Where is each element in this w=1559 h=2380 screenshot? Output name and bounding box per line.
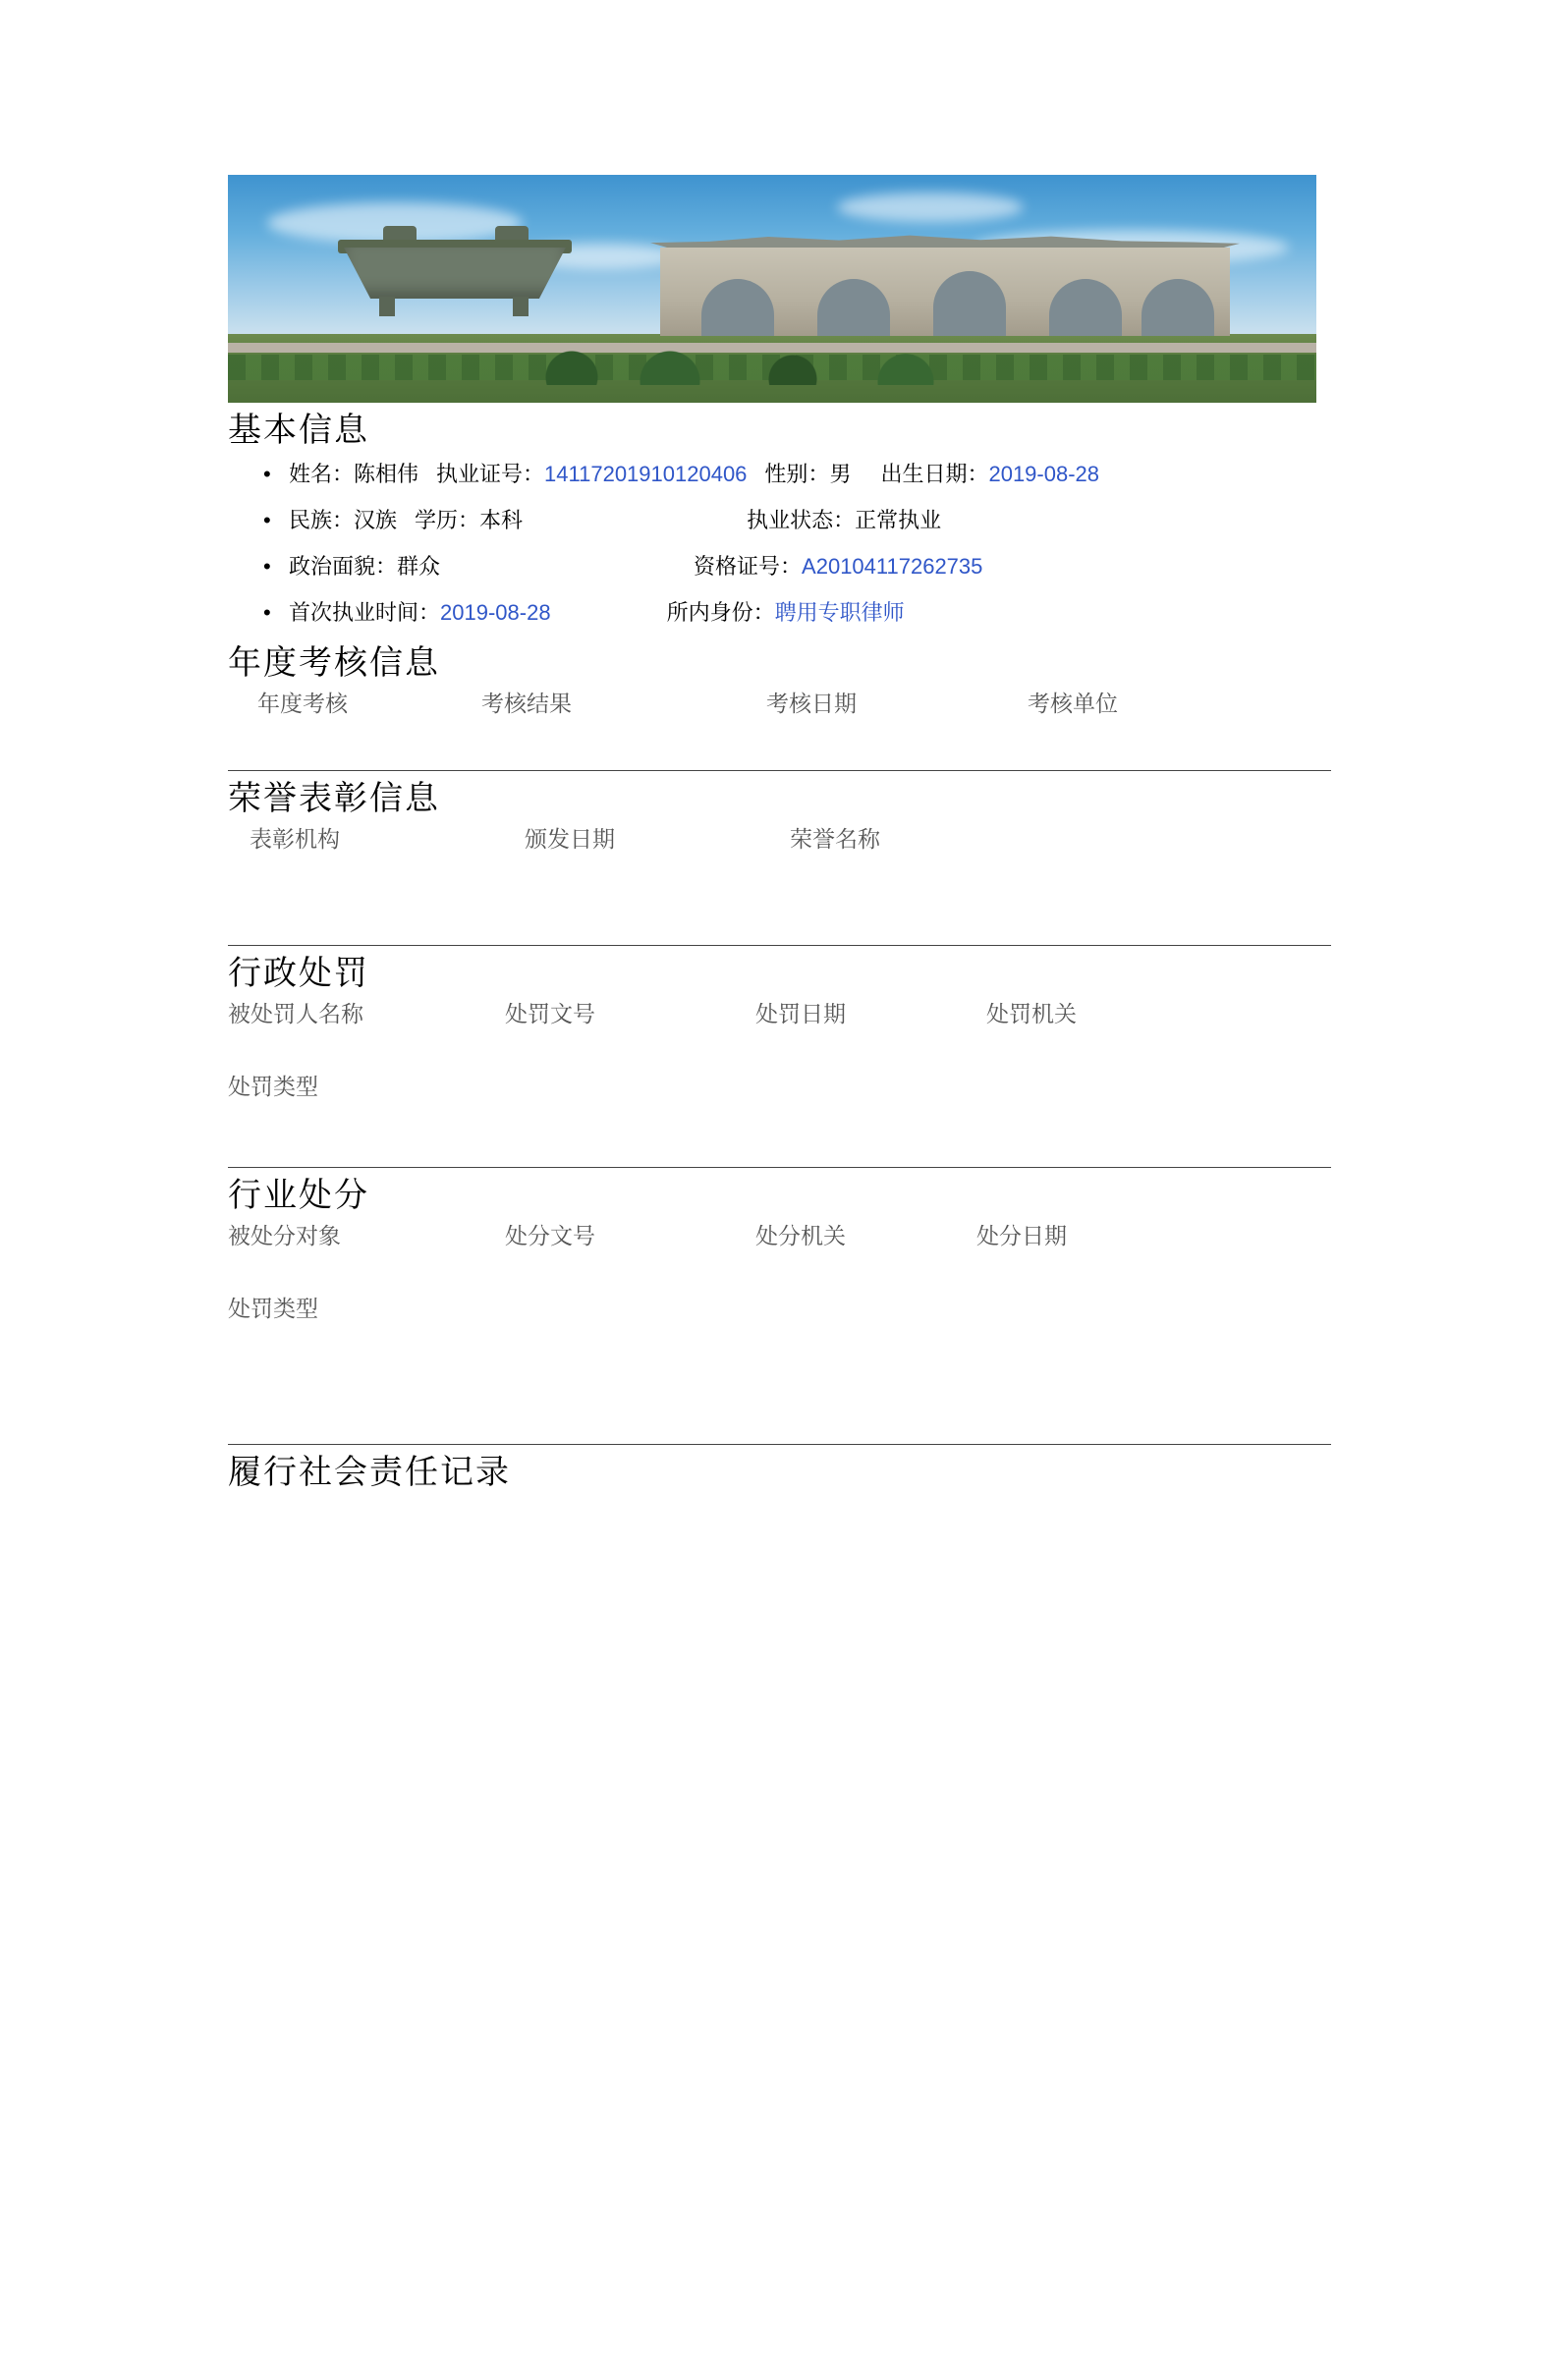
- column-header-review-result: 考核结果: [481, 691, 572, 716]
- section-title-administrative-penalty: 行政处罚: [228, 955, 369, 992]
- bronze-ding-sculpture: [344, 226, 566, 316]
- section-title-basic-info: 基本信息: [228, 412, 369, 449]
- sculpture-leg: [513, 297, 529, 316]
- column-header-penalty-doc-no: 处罚文号: [505, 1001, 595, 1026]
- table-header-row: [228, 819, 1331, 858]
- political-status-value: 群众: [397, 554, 441, 579]
- column-header-sanction-doc-no: 处分文号: [505, 1223, 595, 1248]
- section-title-honors: 荣誉表彰信息: [228, 780, 440, 817]
- table-header-row: [257, 684, 1331, 723]
- birthdate-label: 出生日期：: [880, 462, 989, 486]
- license-no-label: 执业证号：: [436, 462, 545, 486]
- sculpture-leg: [379, 297, 395, 316]
- qualification-no-label: 资格证号：: [694, 554, 803, 579]
- gender-label: 性别：: [764, 462, 830, 486]
- list-item: [228, 451, 1331, 497]
- column-header-issue-date: 颁发日期: [525, 826, 615, 852]
- first-practice-date-label: 首次执业时间：: [289, 600, 441, 625]
- education-value: 本科: [479, 508, 524, 532]
- column-header-review-unit: 考核单位: [1028, 691, 1118, 716]
- sculpture-body: [344, 248, 566, 299]
- column-header-sanction-date: 处分日期: [976, 1223, 1067, 1248]
- gateway-arch: [933, 271, 1006, 336]
- basic-info-list: [228, 451, 1331, 636]
- section-title-social-responsibility: 履行社会责任记录: [228, 1454, 511, 1491]
- name-label: 姓名：: [289, 462, 355, 486]
- firm-role-value: 聘用专职律师: [774, 600, 905, 625]
- section-title-annual-review: 年度考核信息: [228, 644, 440, 682]
- banner-container: [0, 175, 1559, 403]
- honors-table: [228, 819, 1331, 858]
- cloud-icon: [837, 193, 1024, 222]
- column-header-penalty-type: 处罚类型: [228, 1074, 318, 1099]
- practice-status-value: 正常执业: [855, 508, 942, 532]
- tree-row: [523, 346, 1014, 385]
- education-label: 学历：: [415, 508, 480, 532]
- column-header-penalty-date: 处罚日期: [755, 1001, 846, 1026]
- license-no-value: 14117201910120406: [544, 462, 748, 486]
- list-item: [228, 497, 1331, 543]
- column-header-awarding-body: 表彰机构: [250, 826, 340, 852]
- political-status-label: 政治面貌：: [289, 554, 398, 579]
- section-title-industry-sanction: 行业处分: [228, 1177, 369, 1214]
- document-page: [0, 175, 1559, 2380]
- column-header-penalized-person: 被处罚人名称: [228, 1001, 363, 1026]
- banner-image: [228, 175, 1316, 403]
- column-header-annual-review: 年度考核: [257, 691, 348, 716]
- column-header-penalty-type: 处罚类型: [228, 1296, 318, 1321]
- ethnicity-value: 汉族: [354, 508, 398, 532]
- column-header-review-date: 考核日期: [766, 691, 857, 716]
- administrative-penalty-table: [228, 994, 1331, 1106]
- list-item: [228, 589, 1331, 636]
- first-practice-date-value: 2019-08-28: [440, 600, 551, 625]
- annual-review-table: [228, 684, 1331, 723]
- firm-role-label: 所内身份：: [666, 600, 775, 625]
- gender-value: 男: [829, 462, 852, 486]
- paifang-gateway: [650, 232, 1240, 336]
- practice-status-label: 执业状态：: [747, 508, 856, 532]
- table-header-row: [228, 1216, 1331, 1255]
- ethnicity-label: 民族：: [289, 508, 355, 532]
- column-header-sanction-authority: 处分机关: [755, 1223, 846, 1248]
- birthdate-value: 2019-08-28: [988, 462, 1100, 486]
- table-header-row: [228, 994, 1331, 1033]
- column-header-honor-name: 荣誉名称: [790, 826, 880, 852]
- industry-sanction-table: [228, 1216, 1331, 1328]
- qualification-no-value: A20104117262735: [802, 554, 983, 579]
- column-header-sanctioned-subject: 被处分对象: [228, 1223, 341, 1248]
- list-item: [228, 543, 1331, 589]
- name-value: 陈相伟: [354, 462, 419, 486]
- column-header-penalty-authority: 处罚机关: [986, 1001, 1077, 1026]
- document-content: [0, 403, 1559, 1493]
